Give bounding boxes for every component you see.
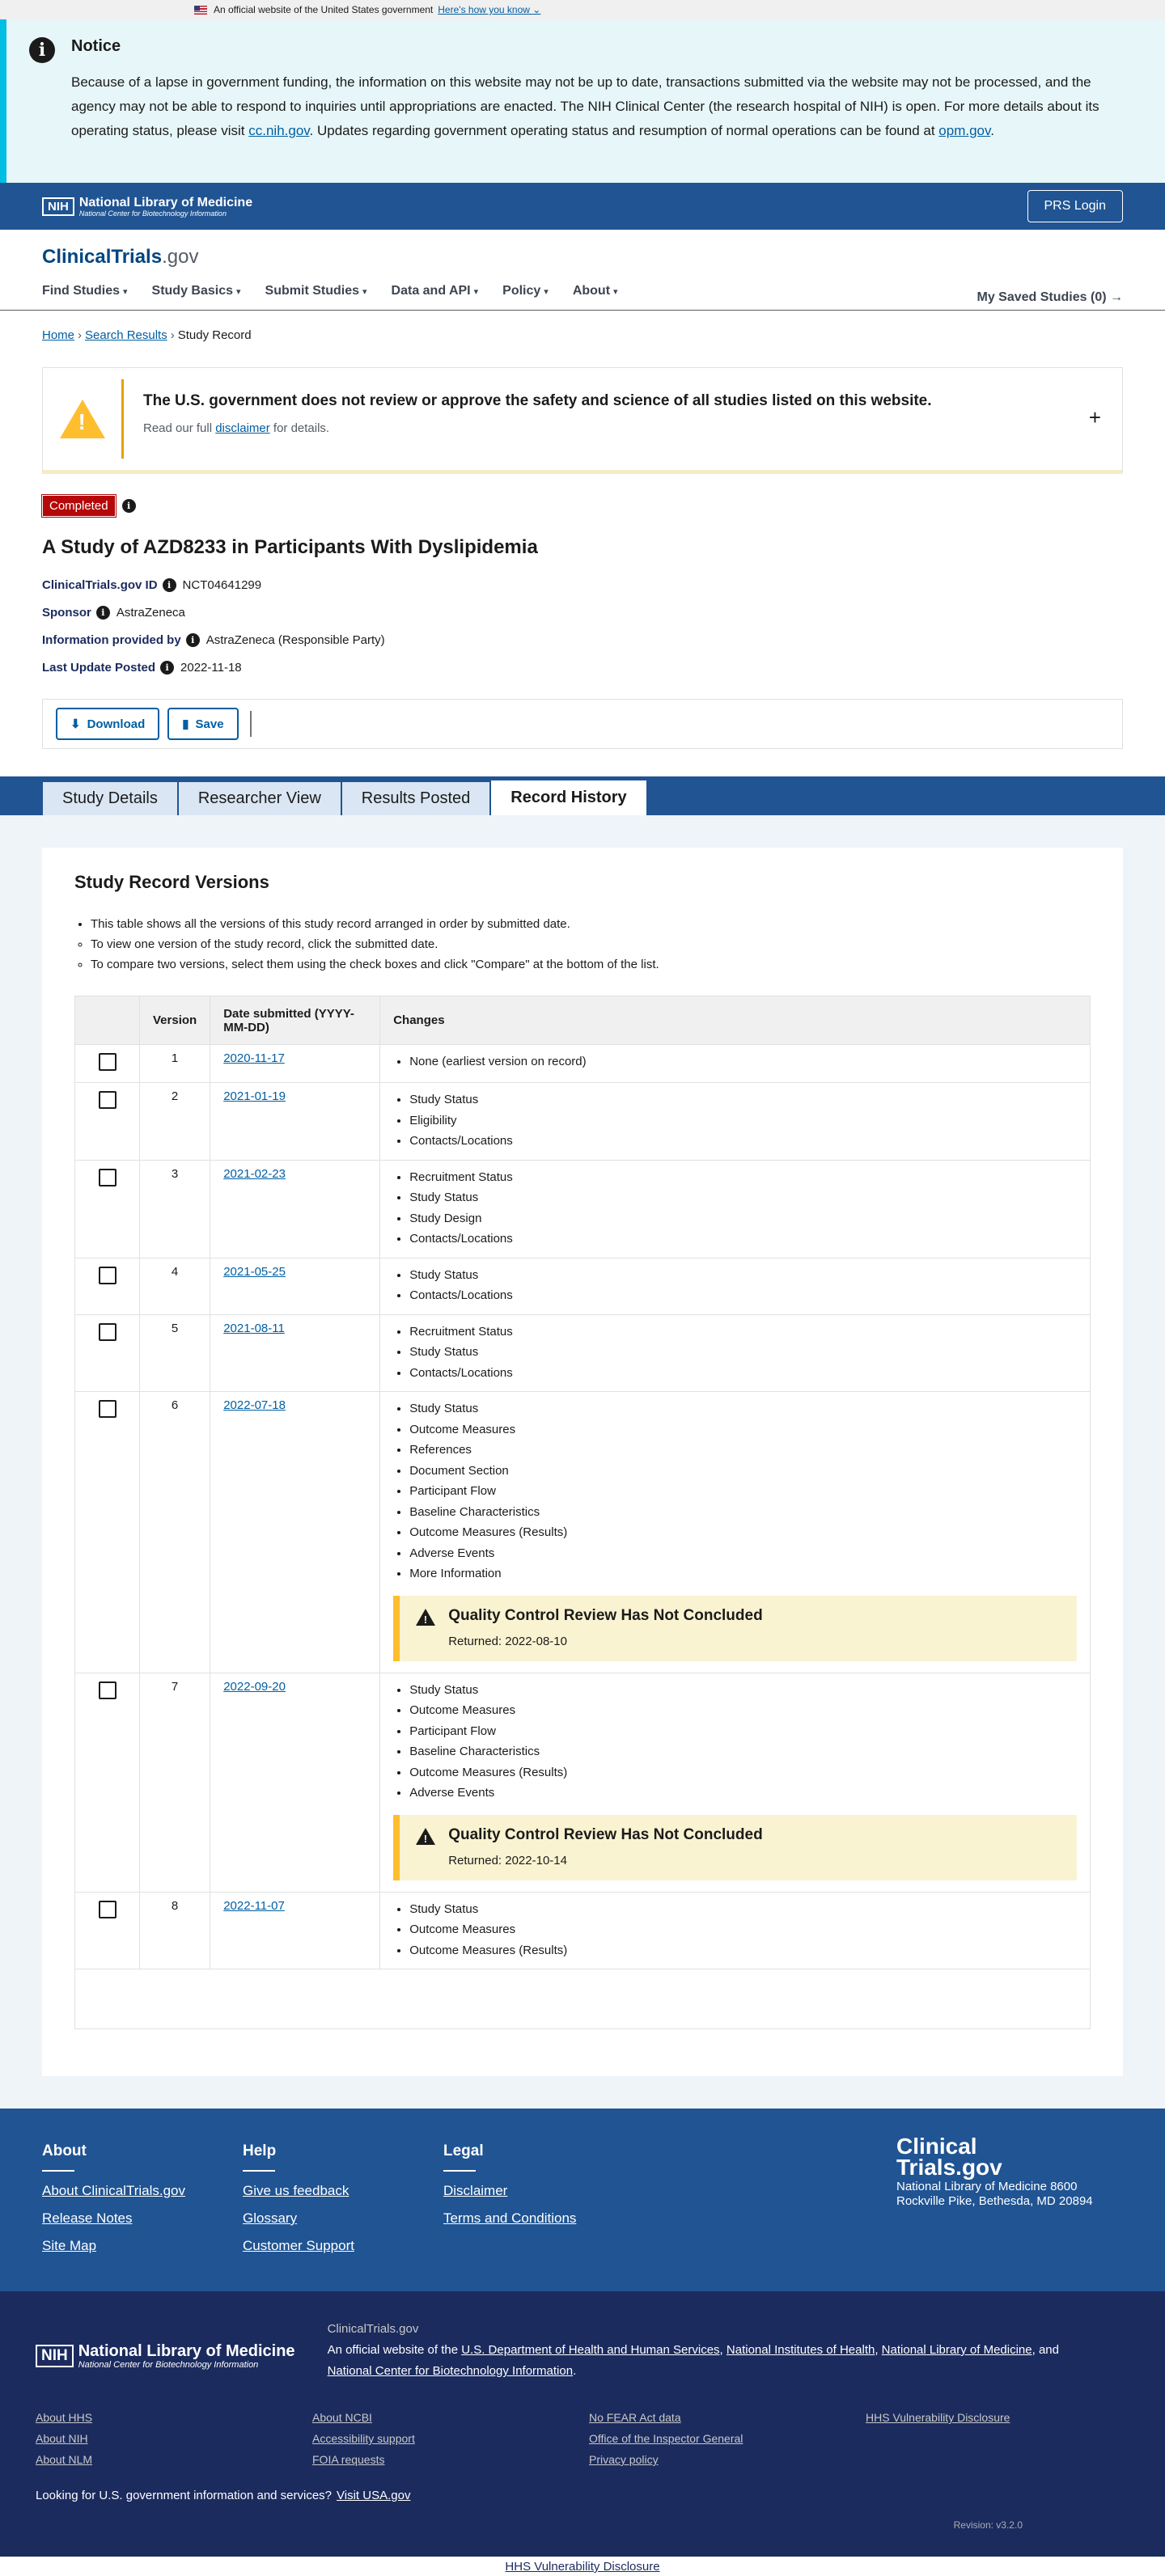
download-button[interactable]: ⬇ Download xyxy=(56,708,159,740)
official-website-text: ClinicalTrials.gov An official website of the U.S. Department of Health and Human Services, National Institutes of Health, National Library of Medicine, and National Center for Biotechnology Information. xyxy=(327,2322,1059,2378)
compare-checkbox[interactable] xyxy=(99,1091,116,1109)
version-number: 6 xyxy=(140,1392,210,1673)
main-nav xyxy=(42,284,1123,298)
study-actions xyxy=(42,699,1123,749)
footer-link[interactable]: Accessibility support xyxy=(312,2432,415,2445)
change-item: • Study Status xyxy=(409,1089,1077,1110)
version-date-link[interactable]: 2020-11-17 xyxy=(223,1051,285,1065)
last-update-value: 2022-11-18 xyxy=(180,661,242,675)
last-update-label: Last Update Posted xyxy=(42,661,156,675)
footer-link[interactable]: Glossary xyxy=(243,2210,298,2226)
info-provided-label: Information provided by xyxy=(42,633,181,647)
change-item: • Eligibility xyxy=(409,1110,1077,1131)
version-date-link[interactable]: 2021-01-19 xyxy=(223,1089,286,1103)
versions-heading: Study Record Versions xyxy=(74,872,269,892)
footer-help: Help Give us feedback Glossary Customer Support xyxy=(243,2142,443,2291)
nav-data-and-api[interactable]: Data and API ▾ xyxy=(391,284,479,298)
cc-nih-link[interactable]: cc.nih.gov xyxy=(248,123,310,138)
chevron-down-icon: ⌄ xyxy=(532,4,541,15)
chevron-down-icon: ▾ xyxy=(613,287,618,297)
info-icon[interactable]: i xyxy=(96,606,110,620)
qc-title: Quality Control Review Has Not Concluded xyxy=(448,1606,763,1624)
footer-link[interactable]: HHS Vulnerability Disclosure xyxy=(866,2411,1010,2424)
change-item: • Outcome Measures (Results) xyxy=(409,1762,1077,1783)
table-row xyxy=(75,1160,1091,1258)
chevron-down-icon: ▾ xyxy=(236,287,241,297)
version-date-link[interactable]: 2022-11-07 xyxy=(223,1898,285,1913)
footer-link[interactable]: About NIH xyxy=(36,2432,88,2445)
changes-list xyxy=(393,1051,1077,1072)
breadcrumb-current: Study Record xyxy=(177,328,252,342)
shutdown-notice xyxy=(0,19,1165,183)
save-button[interactable]: ▮ Save xyxy=(167,708,238,740)
versions-table xyxy=(74,996,1091,2029)
compare-checkbox[interactable] xyxy=(99,1400,116,1418)
col-date: Date submitted (YYYY-MM-DD) xyxy=(210,996,380,1045)
site-header xyxy=(0,230,1165,311)
info-icon[interactable]: i xyxy=(163,578,176,592)
footer-link[interactable]: About NCBI xyxy=(312,2411,372,2424)
ncbi-link[interactable]: National Center for Biotechnology Information xyxy=(327,2364,574,2378)
nlm-title: National Library of Medicine xyxy=(78,195,253,209)
col-changes: Changes xyxy=(380,996,1091,1045)
table-row xyxy=(75,1892,1091,1969)
chevron-down-icon: ▾ xyxy=(473,287,479,297)
compare-checkbox[interactable] xyxy=(99,1323,116,1341)
info-provided-value: AstraZeneca (Responsible Party) xyxy=(205,633,385,647)
version-date-link[interactable]: 2021-08-11 xyxy=(223,1321,285,1335)
breadcrumb: Home › Search Results › Study Record xyxy=(42,328,252,342)
notice-text: Because of a lapse in government funding, the information on this website may not be up to date, transactions submitted via the website may not be processed, and the agency may not be able to respond to inquiries until appropriations are enacted. The NIH Clinical Center (the research hospital of NIH) is open. For more details about its operating status, please visit cc.nih.gov. Updates regarding government operating status and resumption of normal operations can be found at opm.gov. xyxy=(71,74,1099,138)
change-item: • Recruitment Status xyxy=(409,1322,1077,1343)
chevron-down-icon: ▾ xyxy=(123,287,128,297)
changes-list xyxy=(393,1089,1077,1152)
change-item: • Adverse Events xyxy=(409,1783,1077,1804)
study-meta xyxy=(0,559,1165,675)
download-icon: ⬇ xyxy=(70,717,81,731)
study-tabs xyxy=(0,776,1165,815)
footer-link[interactable]: About NLM xyxy=(36,2453,93,2466)
footer-link[interactable]: FOIA requests xyxy=(312,2453,385,2466)
change-item: • Study Status xyxy=(409,1342,1077,1363)
compare-checkbox[interactable] xyxy=(99,1169,116,1186)
agency-footer xyxy=(0,2291,1165,2557)
footer-link[interactable]: Release Notes xyxy=(42,2210,133,2226)
compare-checkbox[interactable] xyxy=(99,1053,116,1071)
qc-returned: Returned: 2022-08-10 xyxy=(448,1634,567,1648)
study-title: A Study of AZD8233 in Participants With Dyslipidemia xyxy=(42,536,538,558)
breadcrumb-search-results[interactable]: Search Results xyxy=(85,328,167,342)
change-item: • Study Design xyxy=(409,1208,1077,1229)
col-version: Version xyxy=(140,996,210,1045)
footer-link[interactable]: Customer Support xyxy=(243,2238,354,2253)
status-badge: Completed xyxy=(42,495,116,517)
sponsor-value: AstraZeneca xyxy=(116,606,185,620)
tab-record-history[interactable]: Record History xyxy=(490,780,646,815)
info-icon[interactable]: i xyxy=(160,661,174,675)
nlm-subtitle: National Center for Biotechnology Information xyxy=(78,209,227,218)
footer-link[interactable]: About HHS xyxy=(36,2411,93,2424)
version-date-link[interactable]: 2022-07-18 xyxy=(223,1398,286,1412)
version-date-link[interactable]: 2021-05-25 xyxy=(223,1264,286,1279)
versions-card xyxy=(42,848,1123,2076)
hhs-vulnerability-link[interactable]: HHS Vulnerability Disclosure xyxy=(505,2560,660,2574)
changes-list xyxy=(393,1398,1077,1584)
nct-id-value: NCT04641299 xyxy=(182,578,262,592)
arrow-right-icon: → xyxy=(1110,290,1123,304)
change-item: • Contacts/Locations xyxy=(409,1363,1077,1384)
change-item: • Contacts/Locations xyxy=(409,1131,1077,1152)
nlm-footer-logo[interactable]: NIH National Library of Medicine National Center for Biotechnology Information xyxy=(36,2330,295,2382)
disclaimer-accordion xyxy=(42,367,1123,474)
qc-alert xyxy=(393,1815,1077,1880)
warning-icon xyxy=(416,1828,435,1845)
changes-list xyxy=(393,1680,1077,1804)
version-number: 1 xyxy=(140,1045,210,1083)
record-history-content xyxy=(0,815,1165,2109)
disclaimer-text: Read our full disclaimer for details. xyxy=(143,421,330,435)
bookmark-icon: ▮ xyxy=(182,717,189,731)
change-item: • Study Status xyxy=(409,1899,1077,1920)
usa-gov-text: Looking for U.S. government information and services? Visit USA.gov xyxy=(36,2489,411,2502)
opm-link[interactable]: opm.gov xyxy=(938,123,991,138)
nlm-logo[interactable] xyxy=(42,196,252,218)
agency-links xyxy=(36,2411,1129,2466)
change-item: • Outcome Measures (Results) xyxy=(409,1940,1077,1961)
change-item: • Study Status xyxy=(409,1187,1077,1208)
change-item: • Study Status xyxy=(409,1398,1077,1419)
change-item: • Contacts/Locations xyxy=(409,1285,1077,1306)
version-date-link[interactable]: 2021-02-23 xyxy=(223,1166,286,1181)
nct-id-label: ClinicalTrials.gov ID xyxy=(42,578,158,592)
change-item: • Baseline Characteristics xyxy=(409,1502,1077,1523)
versions-intro: • This table shows all the versions of this study record arranged in order by submitted date. ◦ To view one version of the study record, click the submitted date. ◦ To compare two versions, select them using the check boxes and click "Compare" at the bottom of the list. xyxy=(74,914,1091,975)
footer-brand-logo[interactable]: Clinical Trials.gov xyxy=(896,2134,1002,2180)
change-item: • Baseline Characteristics xyxy=(409,1741,1077,1762)
change-item: • References xyxy=(409,1440,1077,1461)
expand-plus-icon[interactable]: + xyxy=(1088,405,1101,429)
table-row xyxy=(75,1314,1091,1392)
change-item: • None (earliest version on record) xyxy=(409,1051,1077,1072)
heres-how-you-know-link[interactable]: Here's how you know ⌄ xyxy=(438,4,541,15)
version-date-link[interactable]: 2022-09-20 xyxy=(223,1679,286,1694)
footer-brand xyxy=(896,2136,1107,2209)
change-item: • Outcome Measures (Results) xyxy=(409,1522,1077,1543)
change-item: • Study Status xyxy=(409,1265,1077,1286)
change-item: • Study Status xyxy=(409,1680,1077,1701)
tab-researcher-view[interactable]: Researcher View xyxy=(178,781,341,815)
gov-banner xyxy=(0,0,1165,19)
tab-study-details[interactable]: Study Details xyxy=(42,781,178,815)
changes-list xyxy=(393,1322,1077,1384)
footer-link[interactable]: No FEAR Act data xyxy=(589,2411,681,2424)
version-number: 7 xyxy=(140,1673,210,1892)
footer-link[interactable]: Disclaimer xyxy=(443,2183,508,2198)
table-row xyxy=(75,1392,1091,1673)
table-row xyxy=(75,1673,1091,1892)
revision-label: Revision: v3.2.0 xyxy=(953,2519,1023,2531)
changes-list xyxy=(393,1265,1077,1306)
qc-returned: Returned: 2022-10-14 xyxy=(448,1853,567,1867)
status-info-icon[interactable]: i xyxy=(122,499,136,513)
hhs-link[interactable]: U.S. Department of Health and Human Services xyxy=(461,2343,720,2357)
version-number: 8 xyxy=(140,1892,210,1969)
prs-login-button[interactable]: PRS Login xyxy=(1027,190,1124,222)
footer-link[interactable]: Give us feedback xyxy=(243,2183,350,2198)
nih-logo-box: NIH xyxy=(42,197,74,216)
nih-link[interactable]: National Institutes of Health xyxy=(726,2343,875,2357)
changes-list xyxy=(393,1899,1077,1961)
change-item: • Participant Flow xyxy=(409,1481,1077,1502)
my-saved-studies-link[interactable]: My Saved Studies (0) → xyxy=(976,290,1123,304)
sponsor-label: Sponsor xyxy=(42,606,91,620)
nlm-header xyxy=(0,183,1165,230)
change-item: • Recruitment Status xyxy=(409,1167,1077,1188)
change-item: • Outcome Measures xyxy=(409,1700,1077,1721)
compare-checkbox[interactable] xyxy=(99,1901,116,1918)
version-number: 3 xyxy=(140,1160,210,1258)
chevron-down-icon: ▾ xyxy=(362,287,367,297)
gov-banner-text: An official website of the United States government xyxy=(214,4,434,15)
footer-link[interactable]: About ClinicalTrials.gov xyxy=(42,2183,185,2198)
version-number: 5 xyxy=(140,1314,210,1392)
footer-about: About About ClinicalTrials.gov Release Notes Site Map xyxy=(42,2142,243,2291)
change-item: • Outcome Measures xyxy=(409,1419,1077,1440)
us-flag-icon xyxy=(194,6,207,15)
footer-link[interactable]: Site Map xyxy=(42,2238,97,2253)
table-footer-row xyxy=(75,1969,1091,2029)
nav-submit-studies[interactable]: Submit Studies ▾ xyxy=(265,284,367,298)
compare-checkbox[interactable] xyxy=(99,1267,116,1284)
chevron-down-icon: ▾ xyxy=(544,287,549,297)
change-item: • Participant Flow xyxy=(409,1721,1077,1742)
footer-link[interactable]: Privacy policy xyxy=(589,2453,659,2466)
tab-results-posted[interactable]: Results Posted xyxy=(341,781,491,815)
nav-study-basics[interactable]: Study Basics ▾ xyxy=(151,284,241,298)
table-row xyxy=(75,1083,1091,1161)
change-item: • Document Section xyxy=(409,1461,1077,1482)
footer-link[interactable]: Terms and Conditions xyxy=(443,2210,577,2226)
table-row xyxy=(75,1258,1091,1314)
change-item: • Outcome Measures xyxy=(409,1919,1077,1940)
nav-about[interactable]: About ▾ xyxy=(572,284,618,298)
footer-legal: Legal Disclaimer Terms and Conditions xyxy=(443,2142,644,2291)
qc-alert xyxy=(393,1596,1077,1661)
table-row xyxy=(75,1045,1091,1083)
qc-title: Quality Control Review Has Not Concluded xyxy=(448,1825,763,1843)
divider xyxy=(250,711,252,737)
info-icon[interactable]: i xyxy=(186,633,200,647)
change-item: • Contacts/Locations xyxy=(409,1229,1077,1250)
change-item: • Adverse Events xyxy=(409,1543,1077,1564)
site-footer xyxy=(0,2109,1165,2291)
disclaimer-headline: The U.S. government does not review or approve the safety and science of all studies listed on this website. xyxy=(143,392,932,409)
nlm-link[interactable]: National Library of Medicine xyxy=(881,2343,1032,2357)
usa-gov-link[interactable]: Visit USA.gov xyxy=(337,2489,411,2502)
footer-address: National Library of Medicine 8600 Rockville Pike, Bethesda, MD 20894 xyxy=(896,2180,1093,2208)
notice-title: Notice xyxy=(71,37,121,55)
version-number: 4 xyxy=(140,1258,210,1314)
clinicaltrials-logo[interactable]: ClinicalTrials.gov xyxy=(42,246,199,268)
nav-find-studies[interactable]: Find Studies ▾ xyxy=(42,284,128,298)
disclaimer-link[interactable]: disclaimer xyxy=(215,421,270,435)
version-number: 2 xyxy=(140,1083,210,1161)
footer-link[interactable]: Office of the Inspector General xyxy=(589,2432,743,2445)
warning-icon xyxy=(416,1609,435,1626)
change-item: • More Information xyxy=(409,1563,1077,1584)
warning-icon xyxy=(60,400,105,438)
info-icon: i xyxy=(29,37,55,63)
nav-policy[interactable]: Policy ▾ xyxy=(502,284,549,298)
breadcrumb-home[interactable]: Home xyxy=(42,328,75,342)
changes-list xyxy=(393,1167,1077,1250)
compare-checkbox[interactable] xyxy=(99,1681,116,1699)
